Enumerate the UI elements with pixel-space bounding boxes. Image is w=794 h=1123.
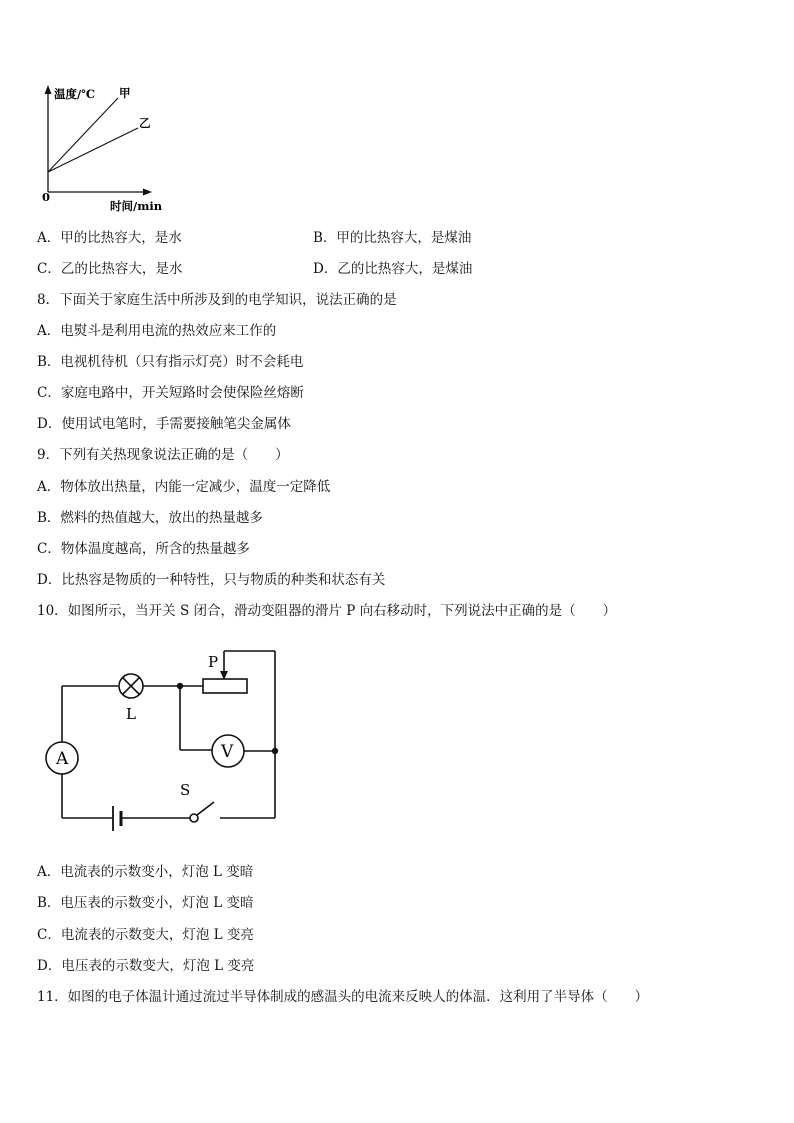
q8-option-b: B．电视机待机（只有指示灯亮）时不会耗电 (37, 354, 304, 370)
q10-option-d: D．电压表的示数变大，灯泡 L 变亮 (37, 958, 255, 974)
q11-stem: 11．如图的电子体温计通过流过半导体制成的感温头的电流来反映人的体温．这利用了半导体（ ） (37, 989, 649, 1005)
q8-option-d: D．使用试电笔时，手需要接触笔尖金属体 (37, 416, 291, 432)
q10-option-b: B．电压表的示数变小，灯泡 L 变暗 (37, 895, 254, 911)
graph-line-jia (48, 98, 118, 172)
q10-stem: 10．如图所示，当开关 S 闭合，滑动变阻器的滑片 P 向右移动时，下列说法中正确的是（ ） (37, 603, 617, 619)
temperature-time-graph (30, 80, 180, 220)
q9-option-d: D．比热容是物质的一种特性，只与物质的种类和状态有关 (37, 572, 386, 588)
junction-node-right (272, 748, 278, 754)
q9-option-c: C．物体温度越高，所含的热量越多 (37, 541, 250, 557)
switch-s-label: S (180, 781, 191, 799)
lamp-l-label: L (126, 705, 136, 723)
graph-y-arrow (45, 85, 52, 94)
q9-option-b: B．燃料的热值越大，放出的热量越多 (37, 510, 263, 526)
q8-option-c: C．家庭电路中，开关短路时会使保险丝熔断 (37, 385, 304, 401)
ammeter-a-label: A (56, 749, 69, 769)
graph-line-yi (48, 128, 138, 172)
circuit-diagram (40, 640, 300, 845)
q10-option-a: A．电流表的示数变小，灯泡 L 变暗 (37, 864, 254, 880)
q7-option-d: D．乙的比热容大，是煤油 (313, 261, 473, 277)
graph-line-yi-label: 乙 (139, 116, 151, 130)
q8-stem: 8．下面关于家庭生活中所涉及到的电学知识，说法正确的是 (37, 292, 397, 308)
graph-y-label: 温度/℃ (54, 87, 95, 101)
q7-option-c: C．乙的比热容大，是水 (37, 261, 183, 277)
q7-option-a: A．甲的比热容大，是水 (37, 230, 182, 246)
graph-line-jia-label: 甲 (119, 86, 131, 100)
q7-option-b: B．甲的比热容大，是煤油 (313, 230, 472, 246)
q9-option-a: A．物体放出热量，内能一定减少，温度一定降低 (37, 479, 331, 495)
junction-node-left (177, 683, 183, 689)
rheostat-icon (203, 679, 247, 693)
q8-option-a: A．电熨斗是利用电流的热效应来工作的 (37, 323, 277, 339)
graph-origin-label: 0 (42, 190, 51, 204)
graph-x-arrow (143, 189, 152, 196)
switch-pivot (190, 814, 198, 822)
graph-x-label: 时间/min (110, 199, 163, 213)
q10-option-c: C．电流表的示数变大，灯泡 L 变亮 (37, 927, 254, 943)
voltmeter-v-label: V (221, 742, 234, 762)
q9-stem: 9．下列有关热现象说法正确的是（ ） (37, 447, 289, 463)
switch-blade (197, 802, 214, 815)
rheostat-p-label: P (208, 653, 219, 671)
